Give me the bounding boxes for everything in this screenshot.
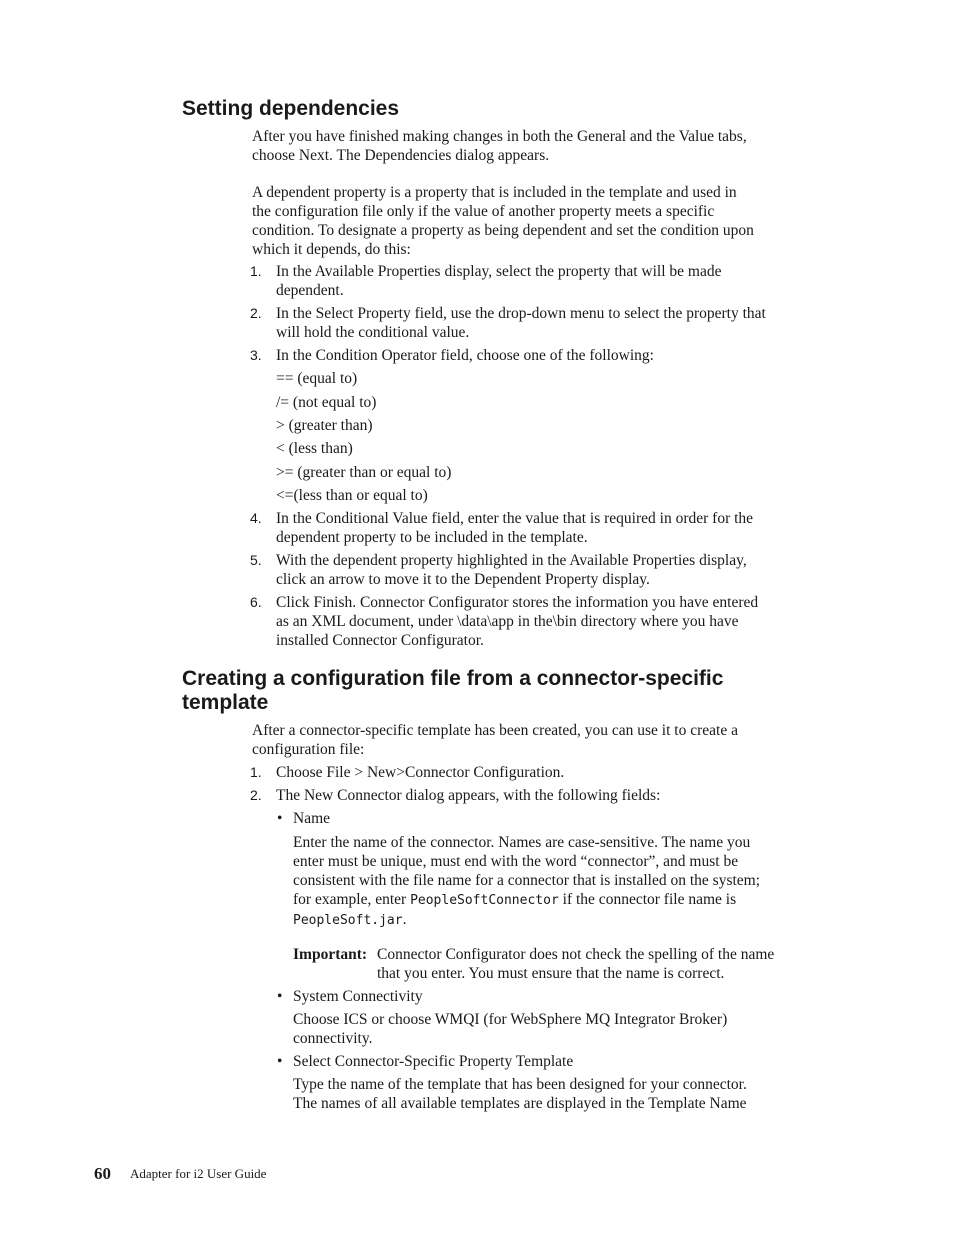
desc-text: if the connector file name is: [562, 891, 737, 908]
step-text: With the dependent property highlighted in the Available Properties display, click an arrow to move it to the Dependent Property display.: [276, 552, 747, 588]
step-number: 4.: [250, 510, 262, 526]
field-title-template: Select Connector-Specific Property Template: [293, 1053, 574, 1070]
dependent-property-paragraph: A dependent property is a property that is included in the template and used in the configuration file only if the value of another property meets a specific condition. To designate a property as being dependent and set the condition upon which it depends, do this:: [252, 184, 754, 258]
code-connector-name: PeopleSoftConnector: [410, 893, 559, 908]
desc-text: Enter the name of the connector. Names are case-sensitive. The name you enter must be unique, must end with the word “connector”, and must be consistent with the file name for a connector that is installed on the system; for example, enter: [293, 834, 761, 908]
footer-title: Adapter for i2 User Guide: [130, 1166, 267, 1181]
step-text: In the Select Property field, use the drop-down menu to select the property that will hold the conditional value.: [276, 305, 766, 341]
step-text: In the Condition Operator field, choose one of the following:: [276, 347, 654, 364]
operator-item: < (less than): [276, 440, 353, 457]
step-text: In the Conditional Value field, enter the value that is required in order for the dependent property to be included in the template.: [276, 510, 754, 546]
intro-paragraph: After a connector-specific template has been created, you can use it to create a configuration file:: [252, 722, 738, 758]
field-desc-template: Type the name of the template that has been designed for your connector. The names of all available templates are displayed in the Template Name: [293, 1076, 747, 1112]
field-title-system-connectivity: System Connectivity: [293, 988, 423, 1005]
section-heading-creating-config-file: Creating a configuration file from a connector-specific template: [182, 667, 724, 714]
page-number: 60: [94, 1164, 111, 1183]
step-number: 3.: [250, 347, 262, 363]
step-text: In the Available Properties display, select the property that will be made dependent.: [276, 263, 722, 299]
step-text: Choose File > New>Connector Configuration.: [276, 764, 565, 781]
bullet-icon: •: [277, 810, 283, 827]
step-number: 1.: [250, 263, 262, 279]
code-jar-file: PeopleSoft.jar: [293, 913, 403, 928]
step-number: 6.: [250, 594, 262, 610]
step-text: The New Connector dialog appears, with the following fields:: [276, 787, 661, 804]
step-number: 5.: [250, 552, 262, 568]
section-heading-setting-dependencies: Setting dependencies: [182, 97, 400, 120]
bullet-icon: •: [277, 988, 283, 1005]
step-number: 2.: [250, 787, 262, 803]
step-number: 1.: [250, 764, 262, 780]
intro-paragraph: After you have finished making changes in both the General and the Value tabs, choose Next. The Dependencies dialog appears.: [252, 128, 747, 164]
operator-item: > (greater than): [276, 417, 373, 434]
field-desc-system-connectivity: Choose ICS or choose WMQI (for WebSphere MQ Integrator Broker) connectivity.: [293, 1011, 728, 1047]
operator-item: == (equal to): [276, 370, 358, 387]
important-label: Important:: [293, 946, 368, 963]
operator-item: /= (not equal to): [276, 394, 377, 411]
bullet-icon: •: [277, 1053, 283, 1070]
field-desc-name: [293, 833, 838, 930]
important-note: Connector Configurator does not check the spelling of the name that you enter. You must ensure that the name is correct.: [377, 946, 775, 982]
operator-item: >= (greater than or equal to): [276, 464, 452, 481]
operator-item: <=(less than or equal to): [276, 487, 428, 504]
desc-text: .: [402, 911, 407, 928]
step-number: 2.: [250, 305, 262, 321]
field-title-name: Name: [293, 810, 331, 827]
step-text: Click Finish. Connector Configurator stores the information you have entered as an XML document, under \data\app in the\bin directory where you have installed Connector Configurator.: [276, 594, 759, 649]
